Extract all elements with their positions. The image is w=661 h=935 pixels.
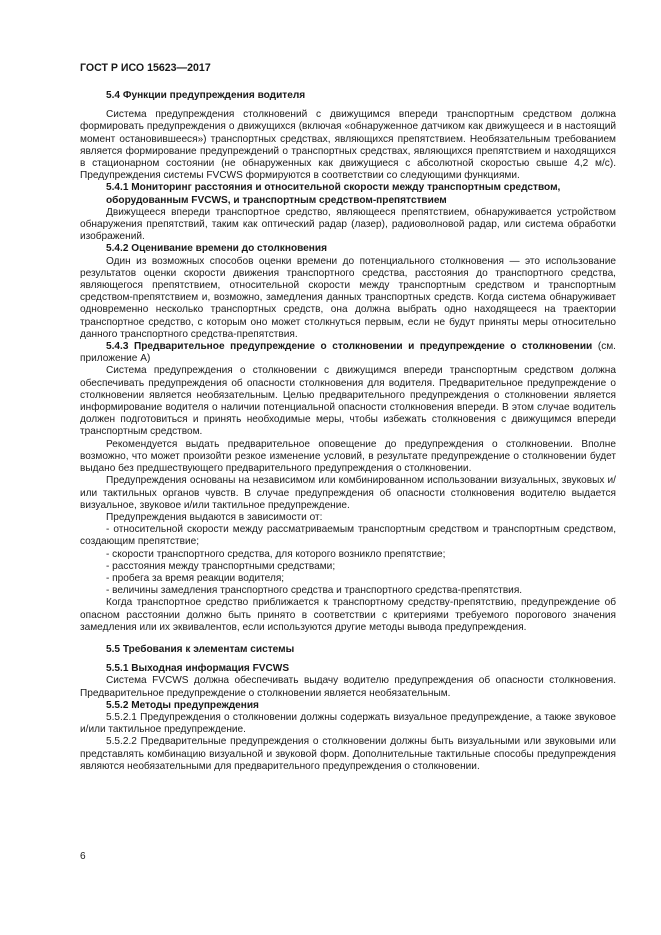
paragraph: Когда транспортное средство приближается к транспортному средству-препятствию, предупреждение об опасном расстоянии должно быть принято в соответствии с критериями требуемого порогового значения замедления или их эквивалентов, если используются другие методы вывода предупреждения.	[80, 597, 616, 633]
paragraph: Система предупреждения столкновений с движущимся впереди транспортным средством должна формировать предупреждения о движущихся (включая «обнаруженное датчиком как движущееся и в настоящий момент остановившееся») транспортных средствах, являющихся препятствием. Необязательным требованием является формирование предупреждений о транспортных средствах, являющихся препятствием и находящихся в стационарном состоянии (не обнаруженных как движущиеся с абсолютной скоростью свыше 4,2 м/с). Предупреждения системы FVCWS формируются в соответствии со следующими функциями.	[80, 109, 616, 182]
section-5-4-1-title: 5.4.1 Мониторинг расстояния и относительной скорости между транспортным средством, оборудованным FVCWS, и транспортным средством-препятствием	[106, 182, 561, 206]
list-item: - пробега за время реакции водителя;	[106, 572, 285, 584]
paragraph: Один из возможных способов оценки времени до потенциального столкновения — это использование результатов оценки скорости движения транспортного средства, расстояния до транспортного средства, являющегося препятствием, относительной скорости между транспортным средством и транспортным средством-препятствием и, возможно, замедления данных транспортных средств. Когда система обнаруживает одновременно несколько транспортных средств, она должна выбрать одно находящееся на траектории транспортное средство, с которым оно может столкнуться первым, если не будут приняты меры относительно данного транспортного средства-препятствия.	[80, 255, 616, 340]
paragraph: Предупреждения выдаются в зависимости от:	[106, 511, 323, 523]
section-5-5-title: 5.5 Требования к элементам системы	[106, 643, 295, 655]
section-5-5-1-title: 5.5.1 Выходная информация FVCWS	[106, 663, 290, 675]
document-body	[80, 90, 616, 773]
annex-reference: (см. приложение А)	[80, 341, 616, 365]
document-header: ГОСТ Р ИСО 15623—2017	[80, 62, 211, 74]
list-item: - расстояния между транспортными средствами;	[106, 560, 336, 572]
section-5-5-2-title: 5.5.2 Методы предупреждения	[106, 699, 259, 711]
section-5-4-3-heading	[80, 341, 616, 365]
paragraph: Движущееся впереди транспортное средство, являющееся препятствием, обнаруживается устройством обнаружения препятствий, таким как оптический радар (лазер), радиоволновой радар, или система обработки изображений.	[80, 206, 616, 243]
page-number: 6	[80, 851, 86, 862]
paragraph: Рекомендуется выдать предварительное оповещение до предупреждения о столкновении. Вполне возможно, что может произойти резкое изменение условий, в результате предупреждение о столкновении будет выдано без предшествующего предварительного предупреждения о столкновении.	[80, 438, 616, 475]
list-item: - величины замедления транспортного средства и транспортного средства-препятствия.	[106, 585, 523, 597]
paragraph: Предупреждения основаны на независимом или комбинированном использовании визуальных, звуковых и/или тактильных органов чувств. В случае предупреждения об опасности столкновения водителю выдается визуальное, звуковое и/или тактильное предупреждение.	[80, 475, 616, 511]
paragraph: Система FVCWS должна обеспечивать выдачу водителю предупреждения об опасности столкновения. Предварительное предупреждение о столкновении является необязательным.	[80, 675, 616, 699]
section-5-4-3-title: 5.4.3 Предварительное предупреждение о столкновении и предупреждение о столкновении	[106, 341, 593, 353]
section-5-4-2-title: 5.4.2 Оценивание времени до столкновения	[106, 243, 327, 255]
section-5-4-title: 5.4 Функции предупреждения водителя	[106, 90, 306, 101]
paragraph: 5.5.2.2 Предварительные предупреждения о столкновении должны быть визуальными или звуковыми или представлять комбинацию визуальной и звуковой форм. Дополнительные тактильные способы предупреждения являются необязательными для предварительного предупреждения о столкновении.	[80, 736, 616, 772]
list-item: - относительной скорости между рассматриваемым транспортным средством и транспортным средством, создающим препятствие;	[80, 524, 616, 548]
paragraph: Система предупреждения о столкновении с движущимся впереди транспортным средством должна обеспечивать предупреждения об опасности столкновения для водителя. Предварительное предупреждение о столкновении является необязательным. Целью предварительного предупреждения о столкновении является информирование водителя о наличии потенциальной опасности столкновения впереди. В этом случае водитель должен подготовиться и принять необходимые меры, чтобы избежать столкновения с движущимся впереди транспортным средством.	[80, 365, 616, 438]
paragraph: 5.5.2.1 Предупреждения о столкновении должны содержать визуальное предупреждение, а также звуковое и/или тактильное предупреждение.	[80, 711, 616, 736]
list-item: - скорости транспортного средства, для которого возникло препятствие;	[106, 548, 446, 560]
